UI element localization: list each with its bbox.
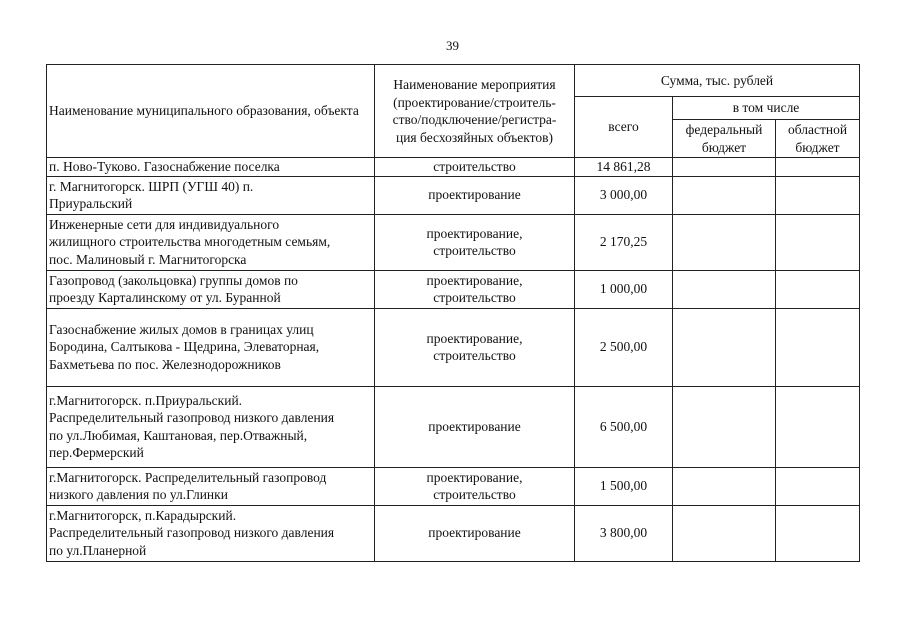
- table-row: [47, 176, 860, 214]
- cell-action: [375, 214, 575, 270]
- cell-object-name-line: Инженерные сети для индивидуального: [49, 216, 280, 232]
- cell-object-name: [47, 270, 375, 308]
- table-row: [47, 214, 860, 270]
- funding-table: [46, 64, 860, 562]
- cell-object-name: [47, 386, 375, 467]
- cell-action-line: строительство: [433, 243, 516, 258]
- cell-regional: [776, 214, 860, 270]
- cell-action-line: проектирование,: [426, 469, 523, 485]
- cell-action: [375, 158, 575, 177]
- cell-regional: [776, 176, 860, 214]
- cell-object-name-line: г.Магнитогорск, п.Карадырский.: [49, 507, 237, 523]
- cell-regional: [776, 386, 860, 467]
- cell-regional: [776, 467, 860, 505]
- cell-object-name-line: Распределительный газопровод низкого давления: [49, 410, 335, 425]
- cell-action-line: строительство: [433, 159, 516, 174]
- header-federal: [673, 120, 776, 158]
- cell-federal: [673, 270, 776, 308]
- header-federal-line: бюджет: [701, 139, 747, 155]
- cell-object-name-line: по ул.Любимая, Каштановая, пер.Отважный,: [49, 427, 308, 443]
- cell-regional: [776, 505, 860, 561]
- cell-federal: [673, 176, 776, 214]
- cell-object-name-line: жилищного строительства многодетным семьям,: [49, 234, 331, 250]
- header-federal-line: федеральный: [685, 122, 763, 137]
- cell-total: 1 000,00: [575, 270, 673, 308]
- cell-regional: [776, 158, 860, 177]
- cell-object-name-line: Приуральский: [49, 196, 133, 211]
- cell-federal: [673, 214, 776, 270]
- header-total: [575, 97, 673, 158]
- cell-object-name-line: Распределительный газопровод низкого давления: [49, 525, 335, 541]
- cell-object-name: [47, 176, 375, 214]
- header-action-line: (проектирование/строитель-: [393, 94, 556, 110]
- cell-object-name-line: по ул.Планерной: [49, 542, 147, 558]
- table-row: [47, 270, 860, 308]
- header-regional: [776, 120, 860, 158]
- table-row: [47, 505, 860, 561]
- cell-action-line: строительство: [433, 290, 516, 305]
- cell-object-name: [47, 467, 375, 505]
- table-row: [47, 386, 860, 467]
- cell-object-name: [47, 308, 375, 386]
- cell-action: [375, 505, 575, 561]
- cell-regional: [776, 308, 860, 386]
- cell-federal: [673, 505, 776, 561]
- table-row: [47, 158, 860, 177]
- cell-object-name-line: г.Магнитогорск. п.Приуральский.: [49, 392, 243, 408]
- header-action-line: ство/подключение/регистра-: [392, 112, 557, 127]
- cell-object-name-line: г.Магнитогорск. Распределительный газопровод: [49, 469, 327, 485]
- header-total-text: всего: [608, 119, 639, 135]
- cell-object-name-line: Бахметьева по пос. Железнодорожников: [49, 356, 281, 372]
- cell-object-name: [47, 505, 375, 561]
- cell-total: 3 800,00: [575, 505, 673, 561]
- cell-action: [375, 308, 575, 386]
- header-object-text: Наименование муниципального образования, объекта: [49, 103, 359, 119]
- cell-action-line: строительство: [433, 348, 516, 363]
- cell-action: [375, 270, 575, 308]
- header-object: [47, 65, 375, 158]
- cell-federal: [673, 158, 776, 177]
- cell-action: [375, 386, 575, 467]
- cell-action-line: проектирование: [428, 525, 521, 541]
- header-action-line: ция бесхозяйных объектов): [395, 129, 554, 145]
- cell-regional: [776, 270, 860, 308]
- cell-action: [375, 467, 575, 505]
- cell-object-name: [47, 158, 375, 177]
- cell-action-line: строительство: [433, 487, 516, 502]
- cell-total: 14 861,28: [575, 158, 673, 177]
- table-row: [47, 467, 860, 505]
- cell-object-name-line: Газопровод (закольцовка) группы домов по: [49, 272, 298, 288]
- cell-action: [375, 176, 575, 214]
- cell-object-name-line: пер.Фермерский: [49, 445, 144, 460]
- header-action-line: Наименование мероприятия: [393, 77, 556, 92]
- cell-total: 6 500,00: [575, 386, 673, 467]
- cell-total: 1 500,00: [575, 467, 673, 505]
- cell-federal: [673, 308, 776, 386]
- cell-object-name-line: п. Ново-Туково. Газоснабжение поселка: [49, 159, 280, 174]
- cell-federal: [673, 467, 776, 505]
- cell-action-line: проектирование,: [426, 225, 523, 241]
- cell-object-name-line: Бородина, Салтыкова - Щедрина, Элеваторная,: [49, 339, 320, 355]
- cell-action-line: проектирование: [428, 418, 521, 434]
- cell-object-name-line: проезду Карталинскому от ул. Буранной: [49, 290, 281, 305]
- cell-object-name: [47, 214, 375, 270]
- header-including: [673, 97, 860, 120]
- header-including-text: в том числе: [732, 100, 800, 116]
- cell-action-line: проектирование: [428, 187, 521, 203]
- cell-object-name-line: низкого давления по ул.Глинки: [49, 487, 228, 502]
- cell-action-line: проектирование,: [426, 330, 523, 346]
- cell-total: 2 170,25: [575, 214, 673, 270]
- cell-federal: [673, 386, 776, 467]
- cell-total: 3 000,00: [575, 176, 673, 214]
- table-body: [47, 158, 860, 562]
- cell-object-name-line: Газоснабжение жилых домов в границах улиц: [49, 321, 314, 337]
- header-action: [375, 65, 575, 158]
- cell-object-name-line: г. Магнитогорск. ШРП (УГШ 40) п.: [49, 178, 254, 194]
- header-sum-text: Сумма, тыс. рублей: [660, 72, 774, 88]
- header-regional-line: областной: [787, 122, 848, 137]
- page-number: 39: [446, 38, 459, 53]
- cell-total: 2 500,00: [575, 308, 673, 386]
- cell-action-line: проектирование,: [426, 272, 523, 288]
- cell-object-name-line: пос. Малиновый г. Магнитогорска: [49, 251, 247, 267]
- header-regional-line: бюджет: [795, 139, 840, 155]
- table-row: [47, 308, 860, 386]
- header-sum: [575, 65, 860, 97]
